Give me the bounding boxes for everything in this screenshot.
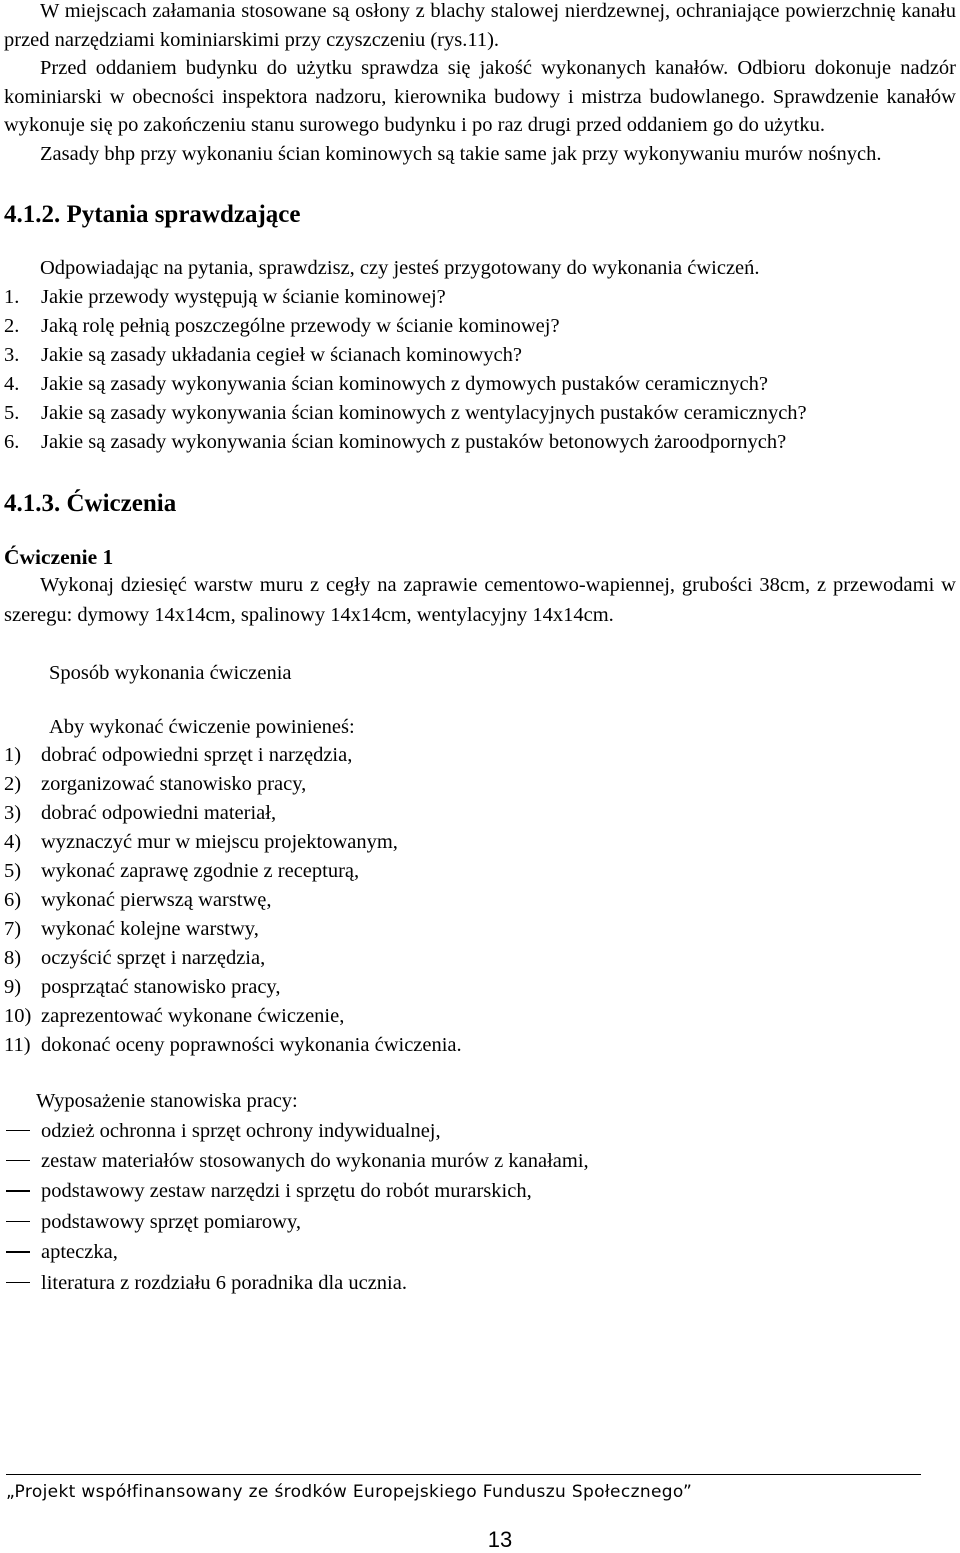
question-text: Jakie są zasady wykonywania ścian kominowych z pustaków betonowych żaroodpornych? [41, 431, 787, 453]
question-number: 4. [4, 373, 20, 395]
method-label: Sposób wykonania ćwiczenia [49, 662, 292, 684]
question-number: 5. [4, 402, 20, 424]
page-number: 13 [487, 1527, 513, 1552]
step-text: wykonać zaprawę zgodnie z recepturą, [41, 860, 360, 882]
equipment-text: podstawowy sprzęt pomiarowy, [41, 1210, 301, 1233]
list-item [4, 1031, 956, 1060]
step-number: 6) [4, 889, 22, 911]
steps-list [4, 741, 956, 1060]
steps-intro: Aby wykonać ćwiczenie powinieneś: [49, 715, 355, 738]
step-number: 5) [4, 860, 22, 882]
question-number: 1. [4, 286, 20, 308]
section-heading-exercises: 4.1.3. Ćwiczenia [4, 490, 177, 517]
question-text: Jakie są zasady układania cegieł w ścianach kominowych? [41, 344, 522, 366]
list-item [4, 1116, 956, 1146]
list-item [4, 799, 956, 828]
list-item [4, 428, 956, 457]
list-item [4, 944, 956, 973]
list-item [4, 341, 956, 370]
step-number: 1) [4, 744, 22, 766]
paragraph-inspection: Przed oddaniem budynku do użytku sprawdza się jakość wykonanych kanałów. Odbioru dokonuje nadzór kominiarski w obecności inspektora nadzoru, kierownika budowy i mistrza budowlanego. Sprawdzenie kanałów wykonuje się po zakończeniu stanu surowego budynku i po raz drugi przed oddaniem go do użytku. [4, 57, 956, 136]
dash-bullet-icon [4, 1207, 41, 1237]
dash-bullet-icon [4, 1146, 41, 1176]
equipment-list [4, 1116, 956, 1298]
step-number: 3) [4, 802, 22, 824]
list-item [4, 399, 956, 428]
list-item [4, 283, 956, 312]
list-item [4, 886, 956, 915]
list-item [4, 1268, 956, 1298]
step-text: dobrać odpowiedni sprzęt i narzędzia, [41, 744, 353, 766]
dash-bullet-icon [4, 1176, 41, 1206]
step-number: 8) [4, 947, 22, 969]
list-item [4, 1237, 956, 1267]
question-number: 3. [4, 344, 20, 366]
section-heading-questions: 4.1.2. Pytania sprawdzające [4, 201, 301, 228]
question-text: Jakie są zasady wykonywania ścian kominowych z dymowych pustaków ceramicznych? [41, 373, 768, 395]
equipment-text: apteczka, [41, 1241, 118, 1264]
dash-bullet-icon [4, 1237, 41, 1267]
list-item [4, 973, 956, 1002]
step-number: 10) [4, 1005, 32, 1027]
exercise-title: Ćwiczenie 1 [4, 545, 114, 569]
list-item [4, 1002, 956, 1031]
paragraph-safety: Zasady bhp przy wykonaniu ścian kominowych są takie same jak przy wykonywaniu murów nośnych. [40, 142, 882, 165]
paragraph-shield-plates: W miejscach załamania stosowane są osłony z blachy stalowej nierdzewnej, ochraniające powierzchnię kanału przed narzędziami kominiarskimi przy czyszczeniu (rys.11). [4, 0, 956, 51]
question-text: Jaką rolę pełnią poszczególne przewody w ścianie kominowej? [41, 315, 560, 337]
list-item [4, 741, 956, 770]
list-item [4, 915, 956, 944]
equipment-text: zestaw materiałów stosowanych do wykonania murów z kanałami, [41, 1149, 589, 1172]
step-text: dobrać odpowiedni materiał, [41, 802, 277, 824]
step-text: oczyścić sprzęt i narzędzia, [41, 947, 266, 969]
list-item [4, 857, 956, 886]
equipment-text: odzież ochronna i sprzęt ochrony indywidualnej, [41, 1119, 441, 1142]
step-number: 9) [4, 976, 22, 998]
step-number: 11) [4, 1034, 31, 1056]
question-text: Jakie są zasady wykonywania ścian kominowych z wentylacyjnych pustaków ceramicznych? [41, 402, 807, 424]
equipment-label: Wyposażenie stanowiska pracy: [36, 1090, 298, 1112]
list-item [4, 1207, 956, 1237]
document-page [4, 0, 956, 1298]
step-text: dokonać oceny poprawności wykonania ćwiczenia. [41, 1034, 462, 1056]
step-number: 2) [4, 773, 22, 795]
list-item [4, 828, 956, 857]
step-text: zaprezentować wykonane ćwiczenie, [41, 1005, 345, 1027]
question-text: Jakie przewody występują w ścianie kominowej? [41, 286, 446, 308]
step-text: wyznaczyć mur w miejscu projektowanym, [41, 831, 398, 853]
equipment-text: literatura z rozdziału 6 poradnika dla ucznia. [41, 1271, 407, 1294]
questions-intro: Odpowiadając na pytania, sprawdzisz, czy jesteś przygotowany do wykonania ćwiczeń. [40, 257, 760, 279]
exercise-description: Wykonaj dziesięć warstw muru z cegły na zaprawie cementowo-wapiennej, grubości 38cm, z przewodami w szeregu: dymowy 14x14cm, spalinowy 14x14cm, wentylacyjny 14x14cm. [4, 574, 956, 626]
list-item [4, 770, 956, 799]
footer-text: „Projekt współfinansowany ze środków Europejskiego Funduszu Społecznego” [6, 1482, 693, 1502]
dash-bullet-icon [4, 1268, 41, 1298]
list-item [4, 1146, 956, 1176]
step-number: 7) [4, 918, 22, 940]
list-item [4, 370, 956, 399]
step-text: zorganizować stanowisko pracy, [41, 773, 307, 795]
footer-divider [6, 1474, 921, 1475]
step-text: posprzątać stanowisko pracy, [41, 976, 281, 998]
question-number: 6. [4, 431, 20, 453]
step-text: wykonać pierwszą warstwę, [41, 889, 272, 911]
list-item [4, 1176, 956, 1206]
list-item [4, 312, 956, 341]
step-number: 4) [4, 831, 22, 853]
question-number: 2. [4, 315, 20, 337]
equipment-text: podstawowy zestaw narzędzi i sprzętu do robót murarskich, [41, 1180, 532, 1203]
step-text: wykonać kolejne warstwy, [41, 918, 259, 940]
dash-bullet-icon [4, 1116, 41, 1146]
questions-list [4, 283, 956, 457]
